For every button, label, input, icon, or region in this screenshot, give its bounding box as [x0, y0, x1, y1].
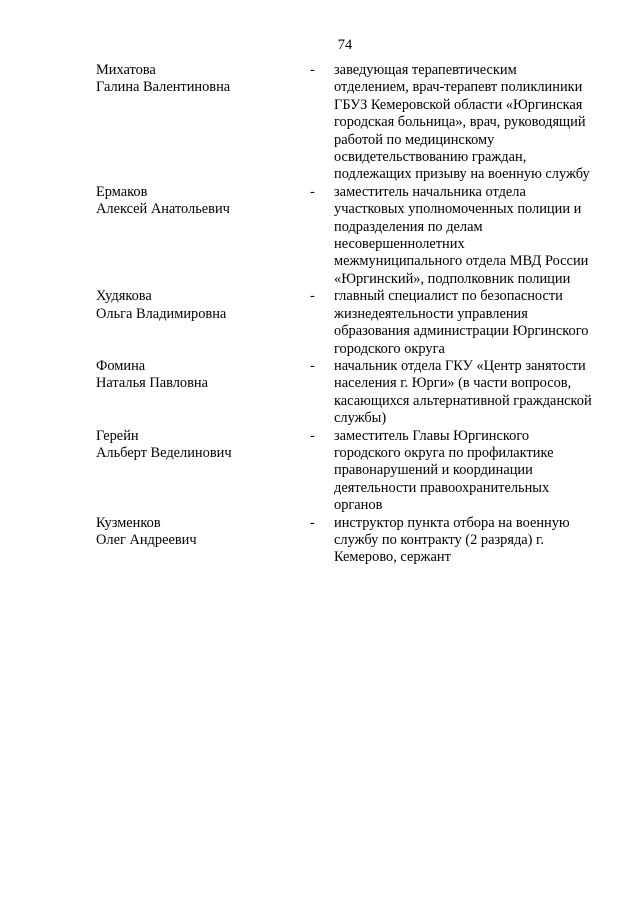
member-row: [96, 515, 596, 567]
member-position: заместитель Главы Юргинского городского округа по профилактике правонарушений и координации деятельности правоохранительных органов: [334, 427, 554, 514]
member-row: [96, 184, 596, 288]
member-name: [96, 515, 310, 550]
member-name: [96, 62, 310, 97]
member-dash: -: [310, 427, 315, 444]
member-surname: Михатова: [96, 62, 156, 78]
member-surname: Фомина: [96, 357, 146, 374]
member-name: [96, 428, 310, 463]
member-row: [96, 428, 596, 515]
member-name: [96, 184, 310, 219]
member-position: главный специалист по безопасности жизнедеятельности управления образования администрации Юргинского городского округа: [334, 288, 589, 357]
member-dash: -: [310, 288, 315, 305]
member-dash: -: [310, 62, 315, 78]
member-row: [96, 62, 596, 184]
member-surname: Ермаков: [96, 183, 148, 200]
member-list: [96, 62, 596, 567]
member-dash: -: [310, 514, 315, 531]
member-surname: Герейн: [96, 427, 139, 444]
member-surname: Кузменков: [96, 514, 161, 531]
member-row: [96, 358, 596, 428]
member-given-names: Ольга Владимировна: [96, 305, 227, 322]
member-surname: Худякова: [96, 288, 152, 305]
member-given-names: Наталья Павловна: [96, 375, 208, 392]
member-given-names: Альберт Веделинович: [96, 444, 232, 461]
member-dash: -: [310, 357, 315, 374]
member-dash: -: [310, 183, 315, 200]
member-position: заместитель начальника отдела участковых уполномоченных полиции и подразделения по делам несовершеннолетних межмуниципального отдела МВД России «Юргинский», подполковник полиции: [334, 183, 589, 287]
member-given-names: Алексей Анатольевич: [96, 201, 230, 218]
member-row: [96, 288, 596, 358]
member-name: [96, 288, 310, 323]
member-given-names: Галина Валентиновна: [96, 79, 231, 96]
member-position: начальник отдела ГКУ «Центр занятости населения г. Юрги» (в части вопросов, касающихся альтернативной гражданской службы): [334, 357, 592, 427]
page-number: 74: [337, 37, 353, 53]
member-given-names: Олег Андреевич: [96, 531, 197, 548]
member-position: заведующая терапевтическим отделением, врач-терапевт поликлиники ГБУЗ Кемеровской области «Юргинская городская больница», врач, руководящий работой по медицинскому освидетельствованию граждан, подлежащих призыву на военную службу: [334, 62, 590, 183]
member-name: [96, 358, 310, 393]
member-position: инструктор пункта отбора на военную службу по контракту (2 разряда) г. Кемерово, сержант: [334, 514, 570, 566]
